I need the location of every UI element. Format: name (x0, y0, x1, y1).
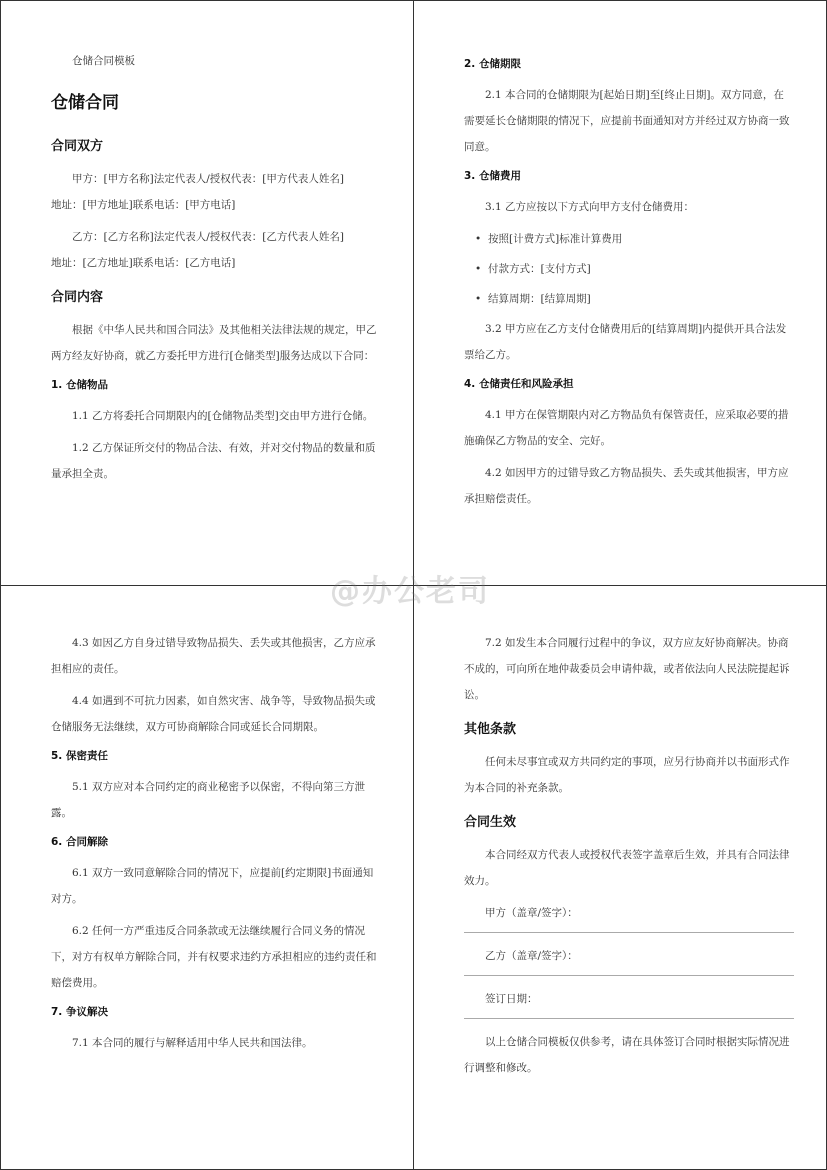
parties-heading: 合同双方 (51, 139, 104, 154)
party-b-line1: 乙方：[乙方名称]法定代表人/授权代表：[乙方代表人姓名] (72, 231, 344, 243)
page-4 (464, 630, 794, 1087)
clause-4-1: 4.1 甲方在保管期限内对乙方物品负有保管责任，应采取必要的措施确保乙方物品的安全、完好。 (464, 409, 789, 447)
party-b-signature-line: 乙方（盖章/签字）： (464, 943, 794, 976)
effectiveness-paragraph: 本合同经双方代表人或授权代表签字盖章后生效，并具有合同法律效力。 (464, 849, 790, 887)
clause-4-3: 4.3 如因乙方自身过错导致物品损失、丢失或其他损害，乙方应承担相应的责任。 (51, 637, 376, 675)
clause-7-1: 7.1 本合同的履行与解释适用中华人民共和国法律。 (72, 1037, 313, 1049)
other-terms-heading: 其他条款 (464, 722, 517, 737)
clause-3-1: 3.1 乙方应按以下方式向甲方支付仓储费用： (485, 201, 695, 213)
section-3-heading: 3. 仓储费用 (464, 170, 521, 182)
section-1-heading: 1. 仓储物品 (51, 379, 108, 391)
clause-3-2: 3.2 甲方应在乙方支付仓储费用后的[结算周期]内提供开具合法发票给乙方。 (464, 323, 787, 361)
party-a-line1: 甲方：[甲方名称]法定代表人/授权代表：[甲方代表人姓名] (72, 173, 344, 185)
clause-6-1: 6.1 双方一致同意解除合同的情况下，应提前[约定期限]书面通知对方。 (51, 867, 374, 905)
section-2-heading: 2. 仓储期限 (464, 58, 521, 70)
page-2 (464, 48, 794, 518)
page-1 (51, 48, 381, 493)
document-title: 仓储合同 (51, 93, 119, 113)
effectiveness-heading: 合同生效 (464, 815, 517, 830)
clause-1-2: 1.2 乙方保证所交付的物品合法、有效，并对交付物品的数量和质量承担全责。 (51, 442, 376, 480)
section-6-heading: 6. 合同解除 (51, 836, 108, 848)
section-5-heading: 5. 保密责任 (51, 750, 108, 762)
clause-6-2: 6.2 任何一方严重违反合同条款或无法继续履行合同义务的情况下，对方有权单方解除合同，并有权要求违约方承担相应的违约责任和赔偿费用。 (51, 925, 377, 989)
section-4-heading: 4. 仓储责任和风险承担 (464, 378, 574, 390)
signing-date-line: 签订日期： (464, 986, 794, 1019)
other-terms-paragraph: 任何未尽事宜或双方共同约定的事项，应另行协商并以书面形式作为本合同的补充条款。 (464, 756, 790, 794)
section-7-heading: 7. 争议解决 (51, 1006, 108, 1018)
clause-7-2: 7.2 如发生本合同履行过程中的争议，双方应友好协商解决。协商不成的，可向所在地仲裁委员会申请仲裁，或者依法向人民法院提起诉讼。 (464, 637, 790, 701)
clause-1-1: 1.1 乙方将委托合同期限内的[仓储物品类型]交由甲方进行仓储。 (72, 410, 374, 422)
party-a-signature-line: 甲方（盖章/签字）： (464, 900, 794, 933)
party-a-line2: 地址：[甲方地址]联系电话：[甲方电话] (51, 199, 236, 211)
clause-4-4: 4.4 如遇到不可抗力因素，如自然灾害、战争等，导致物品损失或仓储服务无法继续，双方可协商解除合同或延长合同期限。 (51, 695, 376, 733)
content-heading: 合同内容 (51, 290, 104, 305)
template-note: 以上仓储合同模板仅供参考，请在具体签订合同时根据实际情况进行调整和修改。 (464, 1036, 790, 1074)
template-label: 仓储合同模板 (72, 55, 135, 67)
clause-5-1: 5.1 双方应对本合同约定的商业秘密予以保密，不得向第三方泄露。 (51, 781, 366, 819)
watermark-text: @办公老司 (330, 574, 490, 609)
content-intro: 根据《中华人民共和国合同法》及其他相关法律法规的规定，甲乙两方经友好协商，就乙方委托甲方进行[仓储类型]服务达成以下合同： (51, 324, 377, 362)
list-item: • 结算周期：[结算周期] (464, 286, 794, 312)
clause-2-1: 2.1 本合同的仓储期限为[起始日期]至[终止日期]。双方同意，在需要延长仓储期限的情况下，应提前书面通知对方并经过双方协商一致同意。 (464, 89, 790, 153)
page-3 (51, 630, 381, 1062)
list-item: • 按照[计费方式]标准计算费用 (464, 226, 794, 252)
party-b-line2: 地址：[乙方地址]联系电话：[乙方电话] (51, 257, 236, 269)
list-item: • 付款方式：[支付方式] (464, 256, 794, 282)
clause-4-2: 4.2 如因甲方的过错导致乙方物品损失、丢失或其他损害，甲方应承担赔偿责任。 (464, 467, 789, 505)
